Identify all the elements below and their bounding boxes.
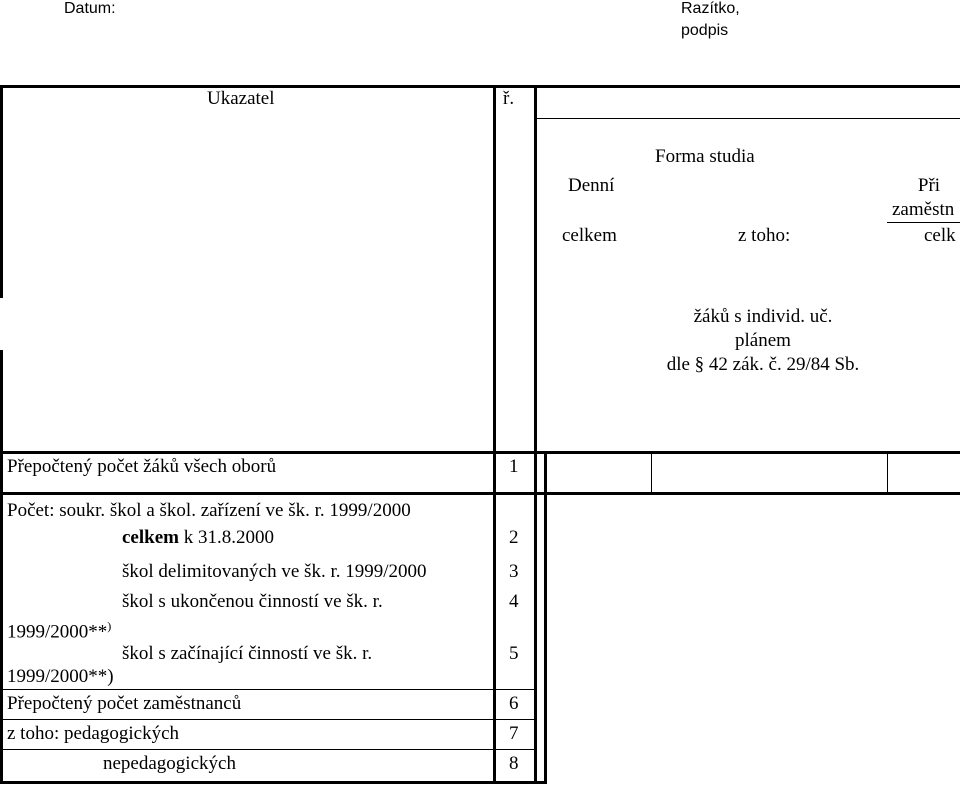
date-label: Datum: bbox=[64, 0, 116, 17]
col-header-row-no: ř. bbox=[503, 88, 515, 109]
row-3-label: škol delimitovaných ve šk. r. 1999/2000 bbox=[122, 561, 427, 582]
row-7-no: 7 bbox=[509, 723, 519, 744]
celkem-header: celkem bbox=[562, 225, 617, 246]
row-2-label-bold: celkem bbox=[122, 527, 179, 548]
row-4-label-line2-text: 1999/2000** bbox=[7, 621, 108, 643]
row-2-no: 2 bbox=[509, 527, 519, 548]
row-7-label: z toho: pedagogických bbox=[7, 723, 180, 744]
row-4-label-line2 bbox=[7, 615, 111, 643]
row-2-label-line1: Počet: soukr. škol a škol. zařízení ve šk. r. 1999/2000 bbox=[7, 500, 411, 521]
row-3-no: 3 bbox=[509, 561, 519, 582]
pri-zamestnani-header bbox=[892, 175, 960, 221]
row-4-label-sup: ) bbox=[107, 619, 112, 633]
row-2-label-line2 bbox=[122, 527, 274, 549]
row-5-label-line2: 1999/2000**) bbox=[7, 666, 114, 687]
stamp-label bbox=[681, 0, 740, 42]
row-4-no: 4 bbox=[509, 591, 519, 612]
row-6-no: 6 bbox=[509, 693, 519, 714]
forma-studia-header: Forma studia bbox=[655, 146, 755, 167]
pri-zamestnani-line2: zaměstn bbox=[892, 199, 955, 220]
row-2-label-rest: k 31.8.2000 bbox=[178, 527, 274, 548]
row-8-label: nepedagogických bbox=[103, 753, 236, 774]
denni-header: Denní bbox=[568, 175, 615, 196]
row-5-no: 5 bbox=[509, 643, 519, 664]
individual-plan-line3: dle § 42 zák. č. 29/84 Sb. bbox=[666, 354, 860, 375]
row-6-label: Přepočtený počet zaměstnanců bbox=[7, 693, 242, 714]
row-5-label-line1: škol s začínající činností ve šk. r. bbox=[122, 643, 373, 664]
row-1-no: 1 bbox=[509, 456, 519, 477]
col-header-indicator: Ukazatel bbox=[207, 88, 275, 109]
row-4-label-line1: škol s ukončenou činností ve šk. r. bbox=[122, 591, 383, 612]
z-toho-header: z toho: bbox=[738, 225, 791, 246]
individual-plan-line2: plánem bbox=[735, 330, 791, 351]
stamp-label-line2: podpis bbox=[681, 22, 729, 39]
individual-plan-header bbox=[648, 305, 878, 377]
celkem-header-right: celk bbox=[924, 225, 956, 246]
stamp-label-line1: Razítko, bbox=[681, 0, 740, 17]
pri-zamestnani-line1: Při bbox=[917, 175, 941, 196]
row-8-no: 8 bbox=[509, 753, 519, 774]
row-1-label: Přepočtený počet žáků všech oborů bbox=[7, 456, 277, 477]
individual-plan-line1: žáků s individ. uč. bbox=[693, 306, 833, 327]
